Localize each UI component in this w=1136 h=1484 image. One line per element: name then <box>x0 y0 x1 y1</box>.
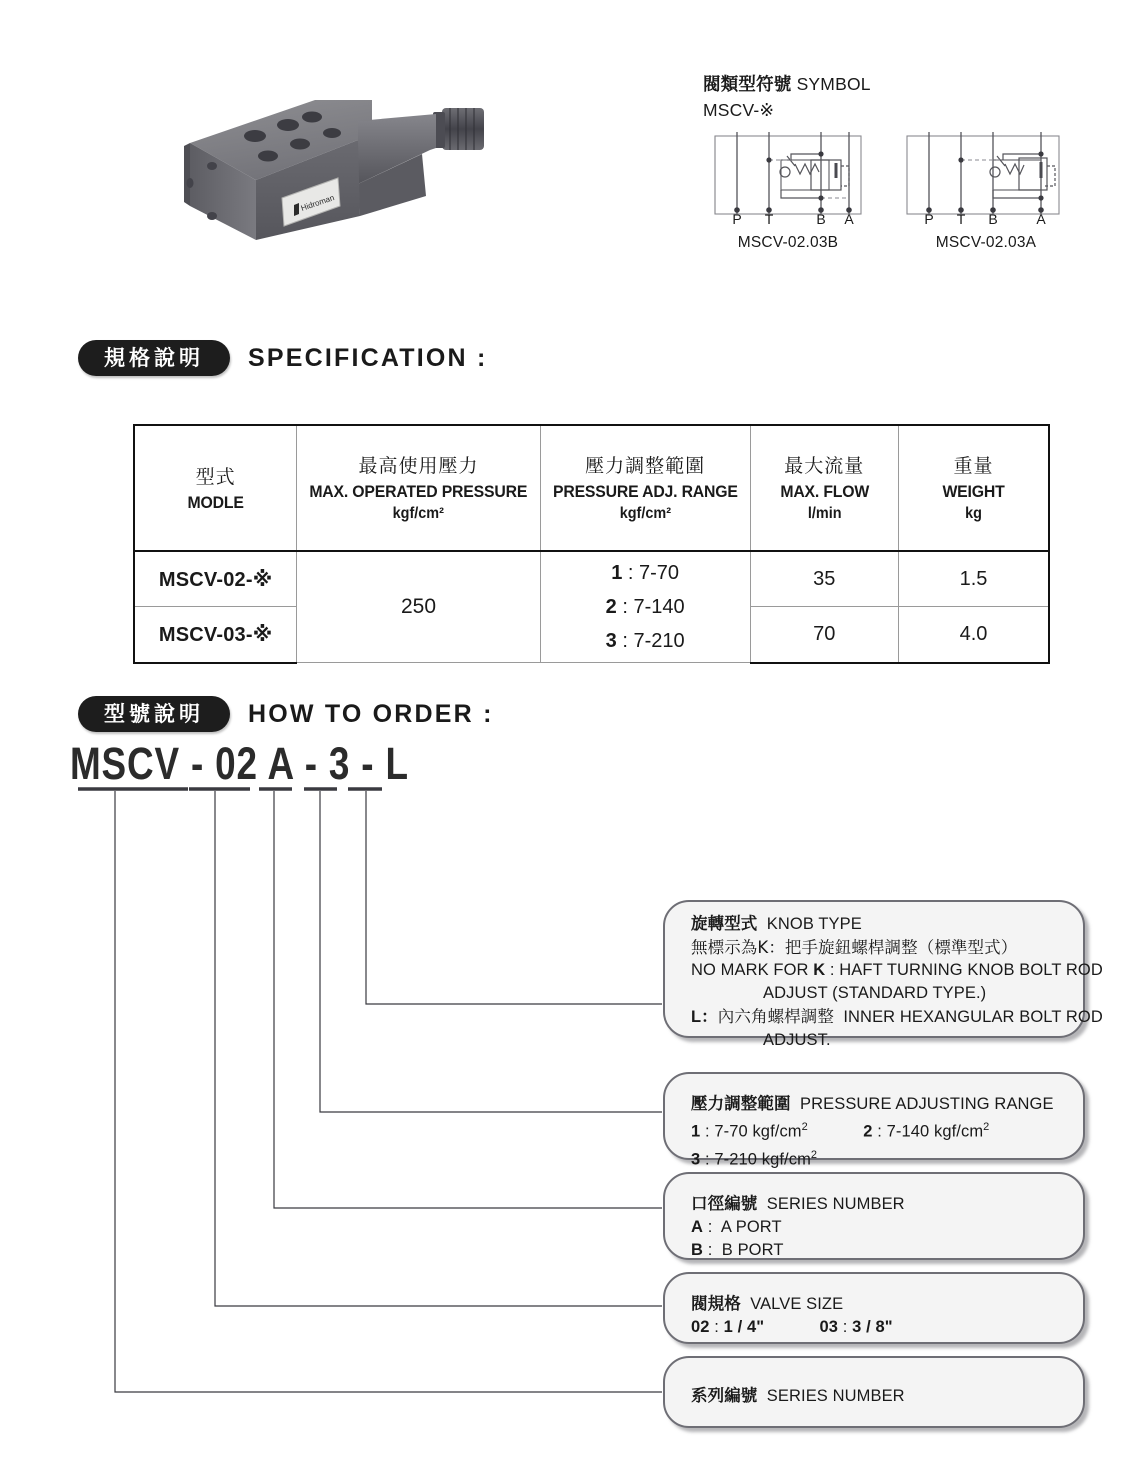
table-row <box>134 551 1049 607</box>
product-photo <box>160 88 510 273</box>
series-num-item-b: B : B PORT <box>691 1241 784 1259</box>
adjustment-knob <box>433 108 484 150</box>
symbol-diagram-a <box>901 132 1071 252</box>
specification-table <box>133 424 1050 664</box>
specification-badge: 規格說明 <box>78 340 230 376</box>
how-to-order-title: HOW TO ORDER : <box>248 699 494 728</box>
leader-elbows <box>115 791 662 1392</box>
callout-valve-size <box>663 1272 1085 1344</box>
range-line-1: 1 : 7-70 <box>611 562 680 584</box>
svg-text:Hidroman: Hidroman <box>299 193 336 213</box>
port-label-p: P <box>732 211 742 224</box>
symbol-title <box>703 72 1103 98</box>
header-cell-adj-range: 壓力調整範圍 PRESSURE ADJ. RANGE kgf/cm² <box>540 425 750 551</box>
header-cell-max-flow: 最大流量 MAX. FLOW l/min <box>750 425 898 551</box>
callout-series-number-port <box>663 1172 1085 1260</box>
callout-pressure-range <box>663 1072 1085 1168</box>
cell-max-pressure: 250 <box>297 551 541 663</box>
knob-title: 旋轉型式 KNOB TYPE <box>691 914 862 933</box>
valve-size-items: 02 : 1 / 4" 03 : 3 / 8" <box>691 1318 893 1336</box>
range-items-row1: 1 : 7-70 kgf/$cm^2$ 2 : 7-140 kgf/$cm^2$ <box>691 1121 990 1141</box>
symbol-model: MSCV-※ <box>703 100 775 120</box>
series-num-item-a: A : A PORT <box>691 1218 782 1236</box>
junction-dots <box>734 151 852 212</box>
series-title: 系列編號 SERIES NUMBER <box>691 1386 905 1405</box>
port-label-a: A <box>844 211 854 224</box>
range-items-row2: 3 : 7-210 kgf/$cm^2$ <box>691 1148 818 1168</box>
cell-max-flow-03: 70 <box>750 607 898 663</box>
port-label-a: A <box>1036 211 1046 224</box>
cell-model-02: MSCV-02-※ <box>134 551 297 607</box>
header-cell-model: 型式 MODLE <box>134 425 297 551</box>
knob-line5: ADJUST. <box>763 1031 831 1049</box>
how-to-order-heading <box>78 696 494 732</box>
specification-title: SPECIFICATION : <box>248 343 488 372</box>
specification-heading <box>78 340 487 376</box>
cell-weight-03: 4.0 <box>898 607 1049 663</box>
cell-weight-02: 1.5 <box>898 551 1049 607</box>
symbol-title-en: SYMBOL <box>796 74 871 94</box>
table-header-row <box>134 425 1049 551</box>
symbol-diagram-b <box>703 132 873 252</box>
knob-line4: L：內六角螺桿調整 INNER HEXANGULAR BOLT ROD <box>691 1007 1103 1026</box>
port-label-p: P <box>924 211 934 224</box>
port-label-t: T <box>764 211 774 224</box>
range-title: 壓力調整範圍 PRESSURE ADJUSTING RANGE <box>691 1094 1054 1113</box>
port-label-b: B <box>816 211 826 224</box>
order-code: MSCV - 02 A - 3 - L <box>70 738 409 789</box>
port-label-b: B <box>988 211 998 224</box>
header-cell-max-pressure: 最高使用壓力 MAX. OPERATED PRESSURE kgf/cm² <box>297 425 541 551</box>
symbol-title-cjk: 閥類型符號 <box>703 75 792 95</box>
cell-max-flow-02: 35 <box>750 551 898 607</box>
range-line-3: 3 : 7-210 <box>605 630 685 652</box>
how-to-order-badge: 型號說明 <box>78 696 230 732</box>
knob-line3: NO MARK FOR K : HAFT TURNING KNOB BOLT ROD <box>691 961 1103 979</box>
symbol-caption-a: MSCV-02.03A <box>935 234 1037 251</box>
cell-adj-range <box>540 551 750 663</box>
callout-series-number <box>663 1356 1085 1428</box>
valve-size-title: 閥規格 VALVE SIZE <box>691 1294 844 1313</box>
symbol-caption-b: MSCV-02.03B <box>737 234 839 251</box>
port-label-t: T <box>956 211 966 224</box>
callout-knob-type <box>663 900 1103 1049</box>
series-num-title: 口徑編號 SERIES NUMBER <box>691 1194 905 1213</box>
header-cell-weight: 重量 WEIGHT kg <box>898 425 1049 551</box>
knob-line3b: ADJUST (STANDARD TYPE.) <box>763 984 987 1002</box>
cell-model-03: MSCV-03-※ <box>134 607 297 663</box>
range-line-2: 2 : 7-140 <box>605 596 685 618</box>
symbol-block <box>703 72 1103 252</box>
knob-line2: 無標示為K：把手旋鈕螺桿調整（標準型式） <box>691 938 1018 957</box>
